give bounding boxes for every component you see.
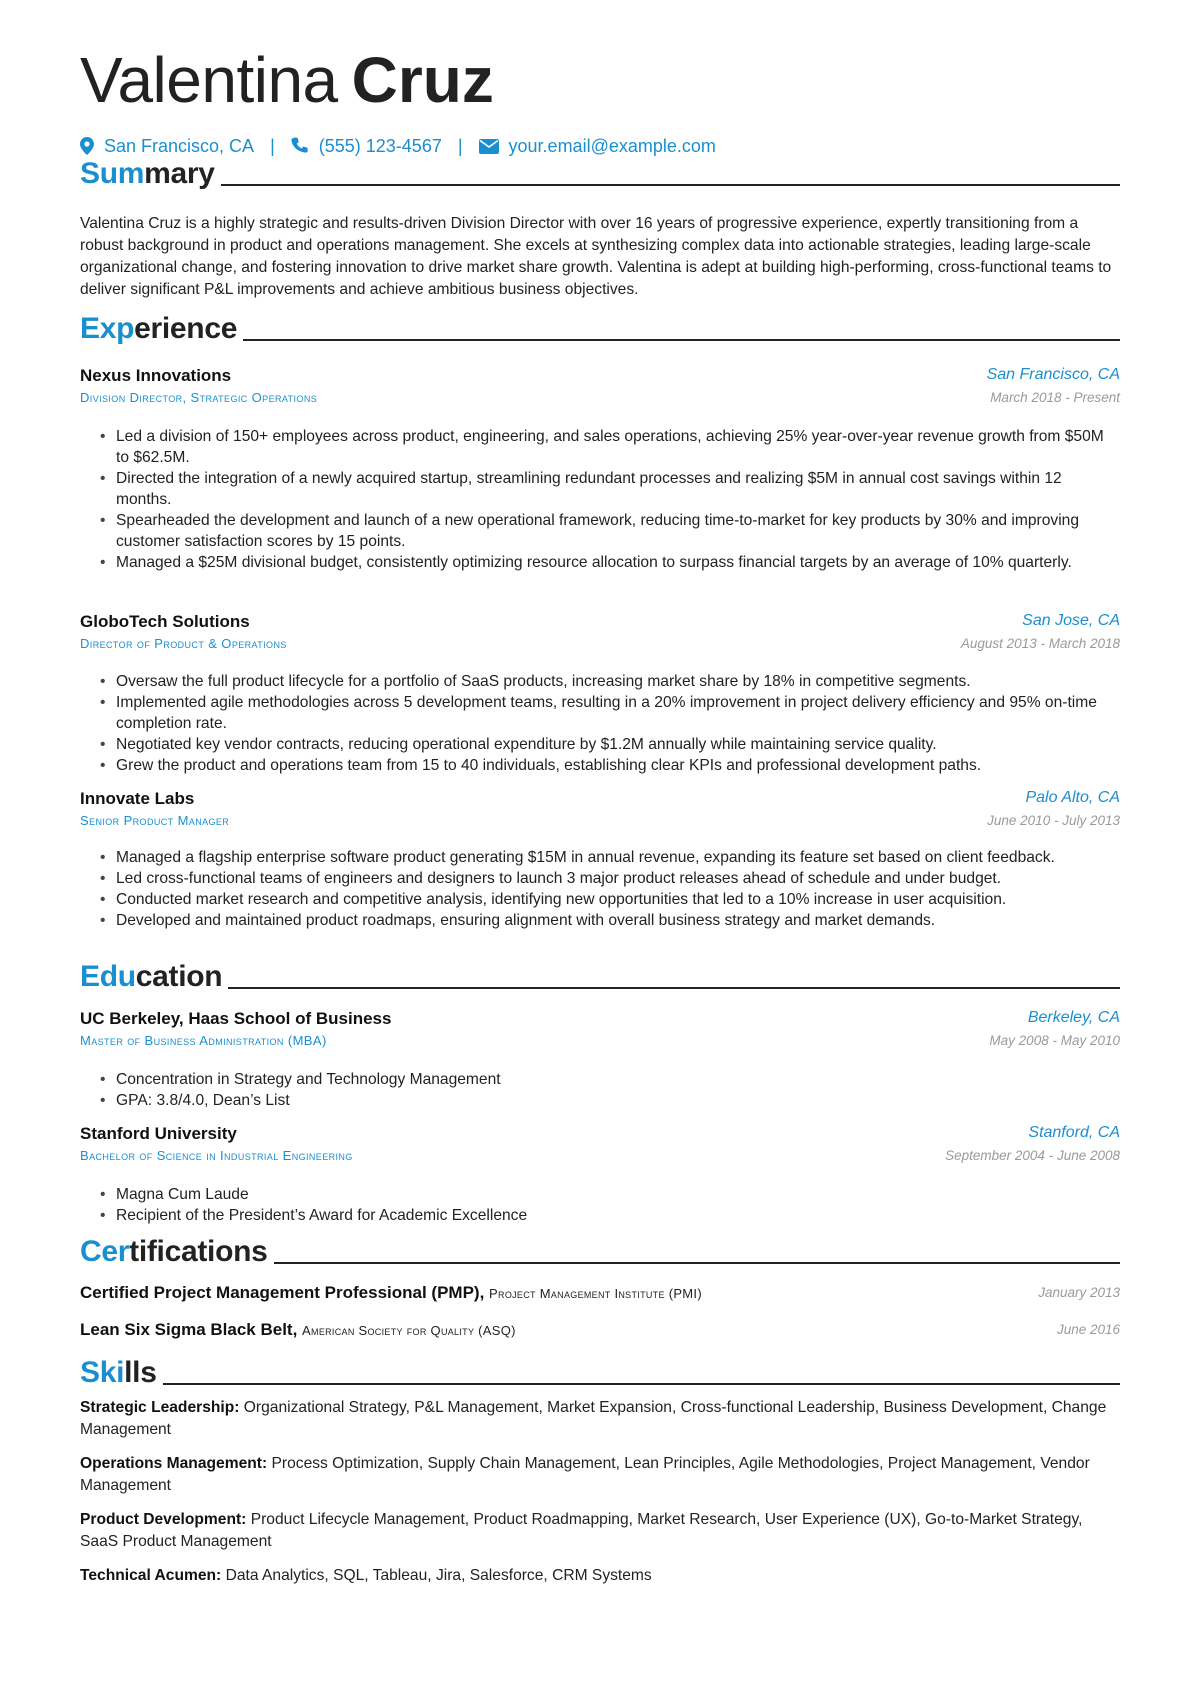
list-item: • Magna Cum Laude <box>100 1184 1110 1205</box>
degree: Master of Business Administration (MBA) <box>80 1033 327 1048</box>
list-item: • Managed a flagship enterprise software product generating $15M in annual revenue, expanding its feature set based on client feedback. <box>100 847 1110 868</box>
heading-rule <box>228 987 1120 989</box>
heading-rule <box>163 1383 1120 1385</box>
skill-items: Organizational Strategy, P&L Management, Market Expansion, Cross-functional Leadership, Business Development, Change Management <box>80 1399 1107 1438</box>
list-item: • Led a division of 150+ employees across product, engineering, and sales operations, achieving 25% year-over-year revenue growth from $50M to $62.5M. <box>100 426 1110 468</box>
school-name: Stanford University <box>80 1124 237 1143</box>
job-title: Senior Product Manager <box>80 813 230 828</box>
heading-rule <box>274 1262 1120 1264</box>
certification-date: January 2013 <box>1038 1285 1120 1300</box>
skill-items: Data Analytics, SQL, Tableau, Jira, Salesforce, CRM Systems <box>225 1567 652 1584</box>
company-name: GloboTech Solutions <box>80 612 250 631</box>
contact-email[interactable] <box>479 136 716 157</box>
job-location: Palo Alto, CA <box>1025 789 1120 806</box>
skill-label: Strategic Leadership: <box>80 1399 240 1416</box>
job-dates: June 2010 - July 2013 <box>987 813 1120 828</box>
summary-heading: Summary <box>80 155 1120 191</box>
certification-item: Certified Project Management Professional (PMP), Project Management Institute (PMI) January 2013 <box>80 1283 1120 1302</box>
summary-text: Valentina Cruz is a highly strategic and results-driven Division Director with over 16 years of progressive experience, expertly transitioning from a robust background in product and operations management. She excels at synthesizing complex data into actionable strategies, leading large-scale organizational change, and fostering innovation to drive market share growth. Valentina is adept at building high-performing, cross-functional teams to deliver significant P&L improvements and achieve ambitious business objectives. <box>80 215 1112 298</box>
list-item: • GPA: 3.8/4.0, Dean’s List <box>100 1090 1110 1111</box>
skill-label: Product Development: <box>80 1511 247 1528</box>
list-item: • Led cross-functional teams of engineers and designers to launch 3 major product releases ahead of schedule and under budget. <box>100 868 1110 889</box>
job-dates: August 2013 - March 2018 <box>960 636 1120 651</box>
contact-separator: | <box>270 135 275 156</box>
experience-heading: Experience <box>80 310 1120 346</box>
job-dates: March 2018 - Present <box>990 390 1120 405</box>
certification-name: Lean Six Sigma Black Belt <box>80 1320 293 1339</box>
list-item: • Negotiated key vendor contracts, reducing operational expenditure by $1.2M annually while maintaining service quality. <box>100 734 1110 755</box>
certification-issuer: Project Management Institute (PMI) <box>489 1286 702 1301</box>
job-title: Division Director, Strategic Operations <box>80 390 318 405</box>
company-name: Innovate Labs <box>80 789 195 808</box>
certification-date: June 2016 <box>1056 1322 1120 1337</box>
skill-group <box>80 1397 1120 1441</box>
phone-text: (555) 123-4567 <box>318 135 442 156</box>
contact-separator: | <box>457 135 463 156</box>
skills-heading: Skills <box>80 1354 1120 1390</box>
list-item: • Recipient of the President’s Award for Academic Excellence <box>100 1205 1110 1226</box>
location-text: San Francisco, CA <box>104 135 255 156</box>
list-item: • Managed a $25M divisional budget, consistently optimizing resource allocation to surpass financial targets by an average of 10% quarterly. <box>100 552 1110 573</box>
job-bullets <box>100 671 1110 776</box>
list-item: • Developed and maintained product roadmaps, ensuring alignment with overall business strategy and market demands. <box>100 910 1110 931</box>
list-item: • Implemented agile methodologies across 5 development teams, resulting in a 20% improvement in project delivery efficiency and 95% on-time completion rate. <box>100 692 1110 734</box>
last-name: Cruz <box>351 44 494 116</box>
email-text: your.email@example.com <box>508 135 716 156</box>
company-name: Nexus Innovations <box>80 366 232 385</box>
candidate-name <box>80 40 494 120</box>
degree: Bachelor of Science in Industrial Engineering <box>80 1148 353 1163</box>
skill-items: Process Optimization, Supply Chain Management, Lean Principles, Agile Methodologies, Project Management, Vendor Management <box>80 1455 1090 1494</box>
certification-name: Certified Project Management Professional (PMP) <box>80 1283 480 1302</box>
education-heading: Education <box>80 958 1120 994</box>
heading-rule <box>221 184 1120 186</box>
skill-group <box>80 1509 1120 1553</box>
certification-issuer: American Society for Quality (ASQ) <box>302 1323 516 1338</box>
school-name: UC Berkeley, Haas School of Business <box>80 1009 392 1028</box>
job-bullets <box>100 426 1110 573</box>
certifications-heading: Certifications <box>80 1233 1120 1269</box>
skill-label: Operations Management: <box>80 1455 268 1472</box>
education-bullets <box>100 1069 1110 1111</box>
list-item: • Concentration in Strategy and Technology Management <box>100 1069 1110 1090</box>
list-item: • Spearheaded the development and launch of a new operational framework, reducing time-to-market for key products by 30% and improving customer satisfaction scores by 15 points. <box>100 510 1110 552</box>
list-item: • Directed the integration of a newly acquired startup, streamlining redundant processes and realizing $5M in annual cost savings within 12 months. <box>100 468 1110 510</box>
skill-label: Technical Acumen: <box>80 1567 222 1584</box>
job-title: Director of Product & Operations <box>80 636 287 651</box>
job-location: San Francisco, CA <box>986 366 1120 383</box>
school-location: Berkeley, CA <box>1027 1009 1120 1026</box>
contact-location <box>80 136 254 157</box>
skill-group <box>80 1453 1120 1497</box>
map-marker-icon <box>80 137 94 155</box>
heading-rule <box>243 339 1120 341</box>
school-location: Stanford, CA <box>1028 1124 1120 1141</box>
envelope-icon <box>479 139 499 154</box>
contact-phone[interactable] <box>291 136 442 157</box>
skill-group <box>80 1565 1120 1587</box>
phone-icon <box>291 137 309 155</box>
list-item: • Oversaw the full product lifecycle for a portfolio of SaaS products, increasing market share by 18% in competitive segments. <box>100 671 1110 692</box>
education-dates: May 2008 - May 2010 <box>989 1033 1120 1048</box>
education-dates: September 2004 - June 2008 <box>945 1148 1120 1163</box>
education-bullets <box>100 1184 1110 1226</box>
list-item: • Conducted market research and competitive analysis, identifying new opportunities that led to a 10% increase in user acquisition. <box>100 889 1110 910</box>
certification-item: Lean Six Sigma Black Belt, American Society for Quality (ASQ) June 2016 <box>80 1320 1120 1339</box>
list-item: • Grew the product and operations team from 15 to 40 individuals, establishing clear KPIs and professional development paths. <box>100 755 1110 776</box>
job-bullets <box>100 847 1110 931</box>
first-name: Valentina <box>80 44 338 116</box>
job-location: San Jose, CA <box>1022 612 1120 629</box>
skill-items: Product Lifecycle Management, Product Roadmapping, Market Research, User Experience (UX), Go-to-Market Strategy, SaaS Product Management <box>80 1511 1083 1550</box>
